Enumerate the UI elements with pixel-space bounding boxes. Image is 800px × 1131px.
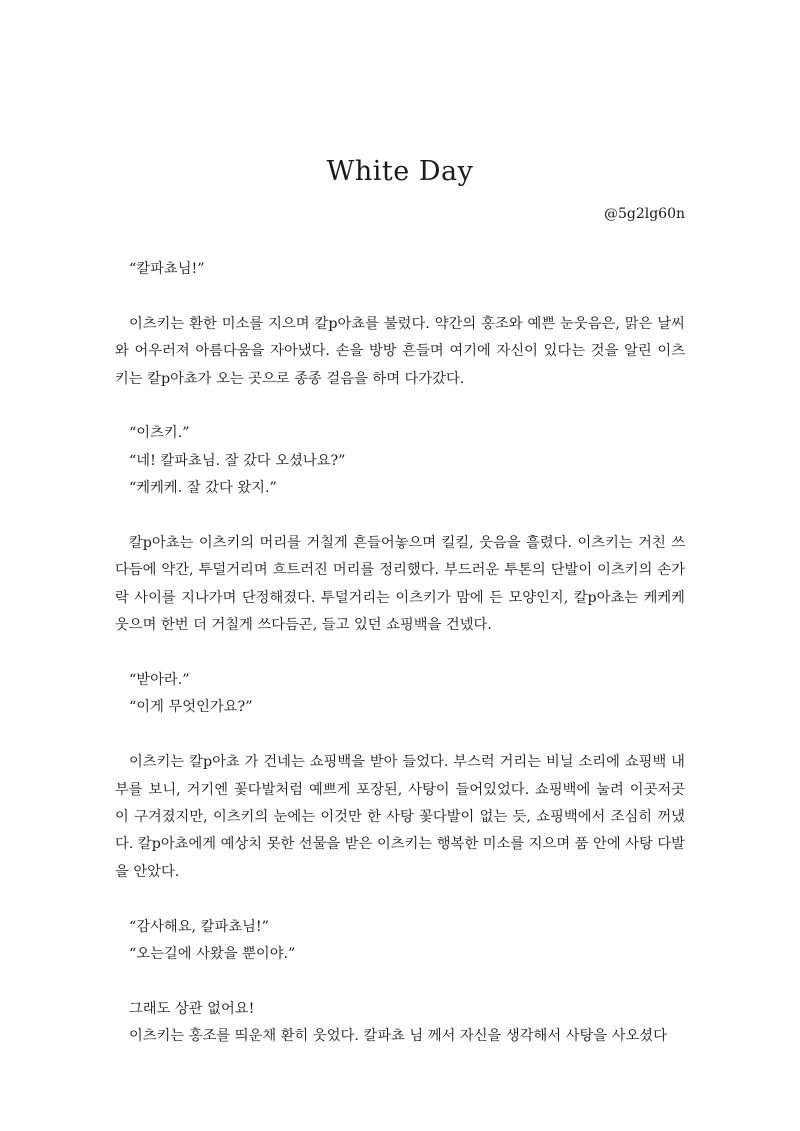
dialog-line: “케케케. 잘 갔다 왔지.”: [129, 480, 277, 497]
dialog-line: “칼파쵸님!”: [129, 261, 205, 277]
author-handle: @5g2lg60n: [603, 206, 685, 222]
narrative-paragraph: 이츠키는 홍조를 띄운채 환히 웃었다. 칼파쵸 님 께서 자신을 생각해서 사탕을 사오셨다: [129, 1028, 667, 1045]
narrative-paragraph: 이츠키는 칼p아쵸 가 건네는 쇼핑백을 받아 들었다. 부스럭 거리는 비닐 소리에 쇼핑백 내부를 보니, 거기엔 꽃다발처럼 예쁘게 포장된, 사탕이 들어있었다. 쇼핑백에 눌려 이곳저곳이 구겨졌지만, 이츠키의 눈에는 이것만 한 사탕 꽃다발이 없는 듯, 쇼핑백에서 조심히 꺼냈다. 칼p아쵸에게 예상치 못한 선물을 받은 이츠키는 행복한 미소를 지으며 품 안에 사탕 다발을 안았다.: [115, 754, 685, 880]
dialog-line: “이게 무엇인가요?”: [129, 699, 253, 716]
dialog-line: “오는길에 사왔을 뿐이야.”: [129, 946, 296, 963]
dialog-line: “받아라.”: [129, 672, 190, 689]
dialog-line: “네! 칼파쵸님. 잘 갔다 오셨나요?”: [129, 452, 346, 469]
dialog-line: “이츠키.”: [129, 425, 190, 442]
narrative-paragraph: 칼p아쵸는 이츠키의 머리를 거칠게 흔들어놓으며 킬킬, 웃음을 흘렸다. 이츠키는 거친 쓰다듬에 약간, 투덜거리며 흐트러진 머리를 정리했다. 부드러운 투톤의 단발이 이츠키의 손가락 사이를 지나가며 단정해졌다. 투덜거리는 이츠키가 맘에 든 모양인지, 칼p아쵸는 케케케 웃으며 한번 더 거칠게 쓰다듬곤, 들고 있던 쇼핑백을 건넸다.: [115, 535, 685, 634]
document-body: [115, 256, 685, 1051]
thought-line: 그래도 상관 없어요!: [129, 1000, 255, 1017]
document-title: White Day: [326, 156, 474, 187]
dialog-line: “감사해요, 칼파쵸님!”: [129, 918, 269, 935]
narrative-paragraph: 이츠키는 환한 미소를 지으며 칼p아쵸를 불렀다. 약간의 홍조와 예쁜 눈웃음은, 맑은 날씨와 어우러져 아름다움을 자아냈다. 손을 방방 흔들며 여기에 자신이 있다는 것을 알린 이츠키는 칼p아쵸가 오는 곳으로 종종 걸음을 하며 다가갔다.: [115, 315, 685, 387]
